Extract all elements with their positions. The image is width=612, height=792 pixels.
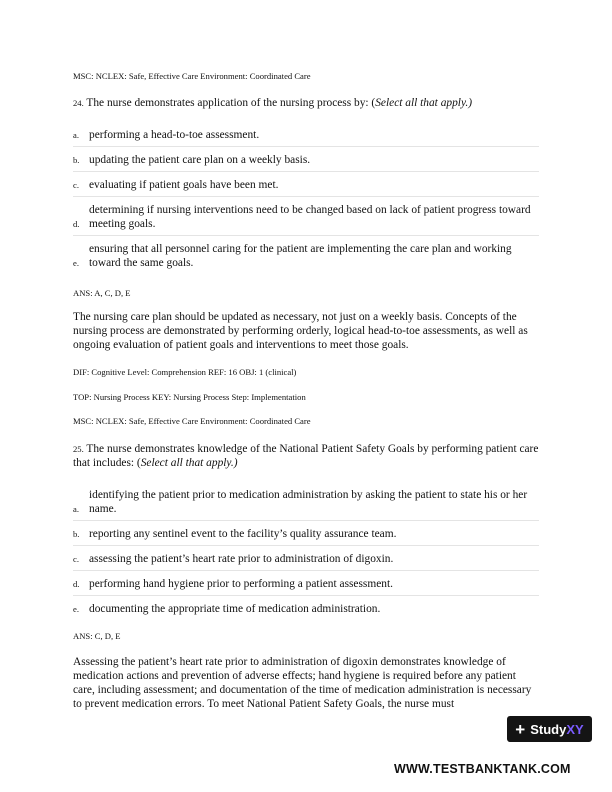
- question-25-number: 25.: [73, 444, 84, 454]
- q25-option-a-letter: a.: [73, 504, 79, 514]
- q25-option-c-text: assessing the patient’s heart rate prior to administration of digoxin.: [89, 553, 394, 565]
- q25-option-d: [73, 571, 539, 596]
- question-25-rationale: Assessing the patient’s heart rate prior to administration of digoxin demonstrates knowledge of medication actions and prevention of adverse effects; hand hygiene is required before any patient care, including assessment; and documentation of the time of medication administration is necessary to prevent medication errors. To meet National Patient Safety Goals, the nurse must: [73, 656, 532, 710]
- question-25-instruction: Select all that apply.): [140, 457, 238, 469]
- q24-option-d-text: determining if nursing interventions need to be changed based on lack of patient progress toward meeting goals.: [89, 204, 531, 230]
- q25-option-e-letter: e.: [73, 604, 79, 614]
- question-24-number: 24.: [73, 98, 84, 108]
- q24-option-c-letter: c.: [73, 180, 79, 190]
- q24-option-a: [73, 125, 539, 147]
- question-24-msc: MSC: NCLEX: Safe, Effective Care Environment: Coordinated Care: [73, 416, 311, 426]
- q24-option-e: [73, 236, 539, 274]
- q25-option-c-letter: c.: [73, 554, 79, 564]
- q24-option-d: [73, 197, 539, 236]
- question-24-instruction: Select all that apply.): [375, 97, 473, 109]
- studyxy-brand-text: Study: [530, 721, 567, 737]
- q24-option-d-letter: d.: [73, 219, 80, 229]
- question-25-stem: [73, 442, 539, 470]
- studyxy-brand-accent: XY: [566, 721, 584, 737]
- q25-option-c: [73, 546, 539, 571]
- question-24-top: TOP: Nursing Process KEY: Nursing Process Step: Implementation: [73, 392, 306, 402]
- q25-option-a: [73, 485, 539, 521]
- q24-option-b: [73, 147, 539, 172]
- top-msc-line: MSC: NCLEX: Safe, Effective Care Environment: Coordinated Care: [73, 71, 311, 81]
- q24-option-e-letter: e.: [73, 258, 79, 268]
- q25-option-e: [73, 596, 539, 620]
- q25-option-e-text: documenting the appropriate time of medication administration.: [89, 603, 381, 615]
- question-25-text: The nurse demonstrates knowledge of the National Patient Safety Goals by performing patient care that includes: (: [73, 443, 539, 469]
- question-24-options: [73, 125, 539, 274]
- question-24-answer: ANS: A, C, D, E: [73, 288, 131, 298]
- question-24-dif: DIF: Cognitive Level: Comprehension REF: 16 OBJ: 1 (clinical): [73, 367, 297, 377]
- q25-option-b-letter: b.: [73, 529, 80, 539]
- question-25-options: [73, 485, 539, 620]
- question-24-stem: [73, 96, 539, 110]
- question-24-rationale: The nursing care plan should be updated as necessary, not just on a weekly basis. Concepts of the nursing process are demonstrated by performing orderly, logical head-to-toe assessments, as well as ongoing evaluation of patient goals and interventions to meet those goals.: [73, 311, 528, 351]
- footer-url: WWW.TESTBANKTANK.COM: [394, 762, 571, 776]
- q24-option-b-text: updating the patient care plan on a weekly basis.: [89, 154, 311, 166]
- q24-option-e-text: ensuring that all personnel caring for the patient are implementing the care plan and working toward the same goals.: [89, 243, 512, 269]
- q25-option-b-text: reporting any sentinel event to the facility’s quality assurance team.: [89, 528, 397, 540]
- question-24-text: The nurse demonstrates application of the nursing process by: (: [86, 97, 376, 109]
- q24-option-a-letter: a.: [73, 130, 79, 140]
- plus-icon: +: [515, 719, 526, 739]
- q25-option-a-text: identifying the patient prior to medication administration by asking the patient to state his or her name.: [89, 489, 528, 515]
- studyxy-logo-text: [530, 722, 583, 737]
- q25-option-d-text: performing hand hygiene prior to performing a patient assessment.: [89, 578, 393, 590]
- q25-option-d-letter: d.: [73, 579, 80, 589]
- q24-option-b-letter: b.: [73, 155, 80, 165]
- studyxy-badge[interactable]: [507, 716, 592, 742]
- q24-option-a-text: performing a head-to-toe assessment.: [89, 129, 260, 141]
- question-25-answer: ANS: C, D, E: [73, 631, 121, 641]
- q24-option-c: [73, 172, 539, 197]
- q25-option-b: [73, 521, 539, 546]
- q24-option-c-text: evaluating if patient goals have been met.: [89, 179, 279, 191]
